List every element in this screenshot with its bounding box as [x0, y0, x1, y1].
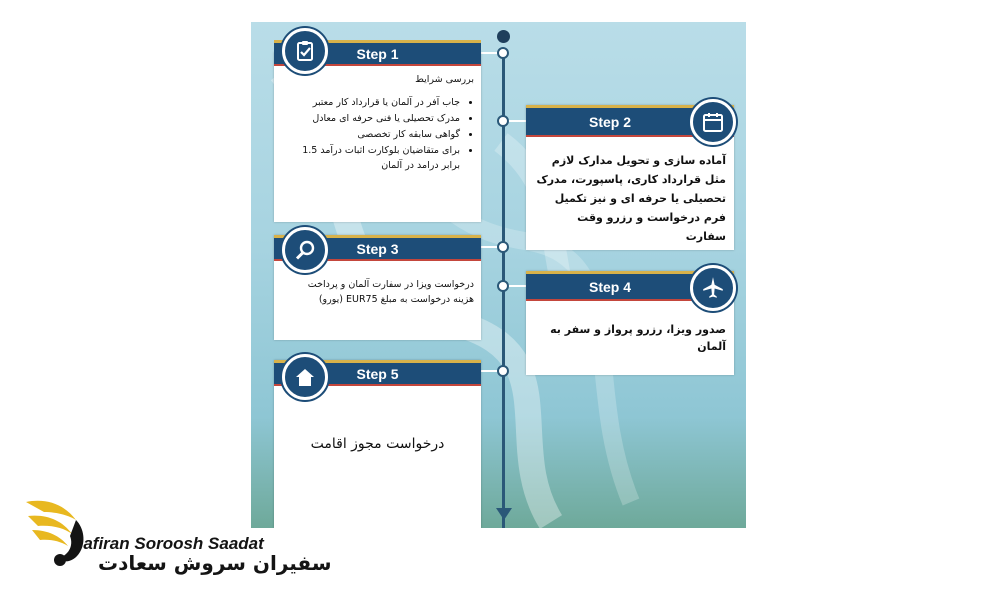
calendar-icon: [701, 110, 725, 134]
timeline-node-step-1: [497, 47, 509, 59]
logo-brand-fa: سفیران سروش سعادت: [98, 551, 332, 575]
step-1-bullet-4: • برای متقاضیان بلوکارت اثبات درآمد 1.5 برابر درامد در آلمان: [288, 143, 460, 173]
timeline-arrow: [496, 508, 512, 520]
step-4-label: Step 4: [588, 278, 631, 295]
step-2-body: [536, 151, 726, 246]
step-1-bullets: [288, 95, 474, 173]
timeline-start-dot: [497, 30, 510, 43]
step-3-icon-badge: [282, 227, 328, 273]
house-icon: [293, 365, 317, 389]
step-4-body: [536, 321, 726, 355]
logo-brand-en: Safiran Soroosh Saadat: [72, 534, 264, 553]
timeline-node-step-4: [497, 280, 509, 292]
step-2-icon-badge: [690, 99, 736, 145]
timeline-node-step-5: [497, 365, 509, 377]
clipboard-check-icon: [293, 39, 317, 63]
step-1-body: [288, 72, 474, 174]
step-3-text: درخواست ویزا در سفارت آلمان و پرداخت هزینه درخواست به مبلغ EUR75 (یورو): [307, 279, 474, 305]
step-5-icon-badge: [282, 354, 328, 400]
step-5-text: درخواست مجوز اقامت: [310, 436, 445, 452]
step-4-text: صدور ویزا، رزرو پرواز و سفر به آلمان: [550, 323, 726, 353]
step-5-label: Step 5: [356, 365, 399, 382]
step-4-card: [526, 271, 734, 375]
timeline-node-step-2: [497, 115, 509, 127]
step-1-bullet-2: • مدرک تحصیلی یا فنی حرفه ای معادل: [288, 111, 460, 126]
magnifier-icon: [293, 238, 317, 262]
step-1-icon-badge: [282, 28, 328, 74]
step-4-icon-badge: [690, 265, 736, 311]
step-5-body: [284, 434, 471, 454]
step-2-text: آماده سازی و تحویل مدارک لازم مثل قرارداد کاری، پاسپورت، مدرک تحصیلی یا حرفه ای و نیز تکمیل فرم درخواست و رزرو وقت سفارت: [536, 154, 726, 243]
step-3-label: Step 3: [356, 240, 399, 257]
step-1-bullet-1: • جاب آفر در آلمان یا قرارداد کار معتبر: [288, 95, 460, 110]
airplane-icon: [700, 275, 726, 301]
step-1-label: Step 1: [356, 45, 399, 62]
step-1-title: بررسی شرایط: [415, 74, 474, 85]
timeline-node-step-3: [497, 241, 509, 253]
step-1-card: [274, 45, 481, 222]
step-2-label: Step 2: [588, 113, 631, 130]
step-5-card: [274, 360, 481, 528]
connector-step-2: [506, 120, 526, 122]
step-3-card: [274, 235, 481, 340]
step-2-card: [526, 105, 734, 250]
connector-step-4: [506, 285, 526, 287]
infographic-panel: [251, 22, 746, 528]
step-1-bullet-3: • گواهی سابقه کار تخصصی: [288, 127, 460, 142]
logo-wing-icon: [24, 494, 90, 570]
step-3-body: [288, 277, 474, 307]
